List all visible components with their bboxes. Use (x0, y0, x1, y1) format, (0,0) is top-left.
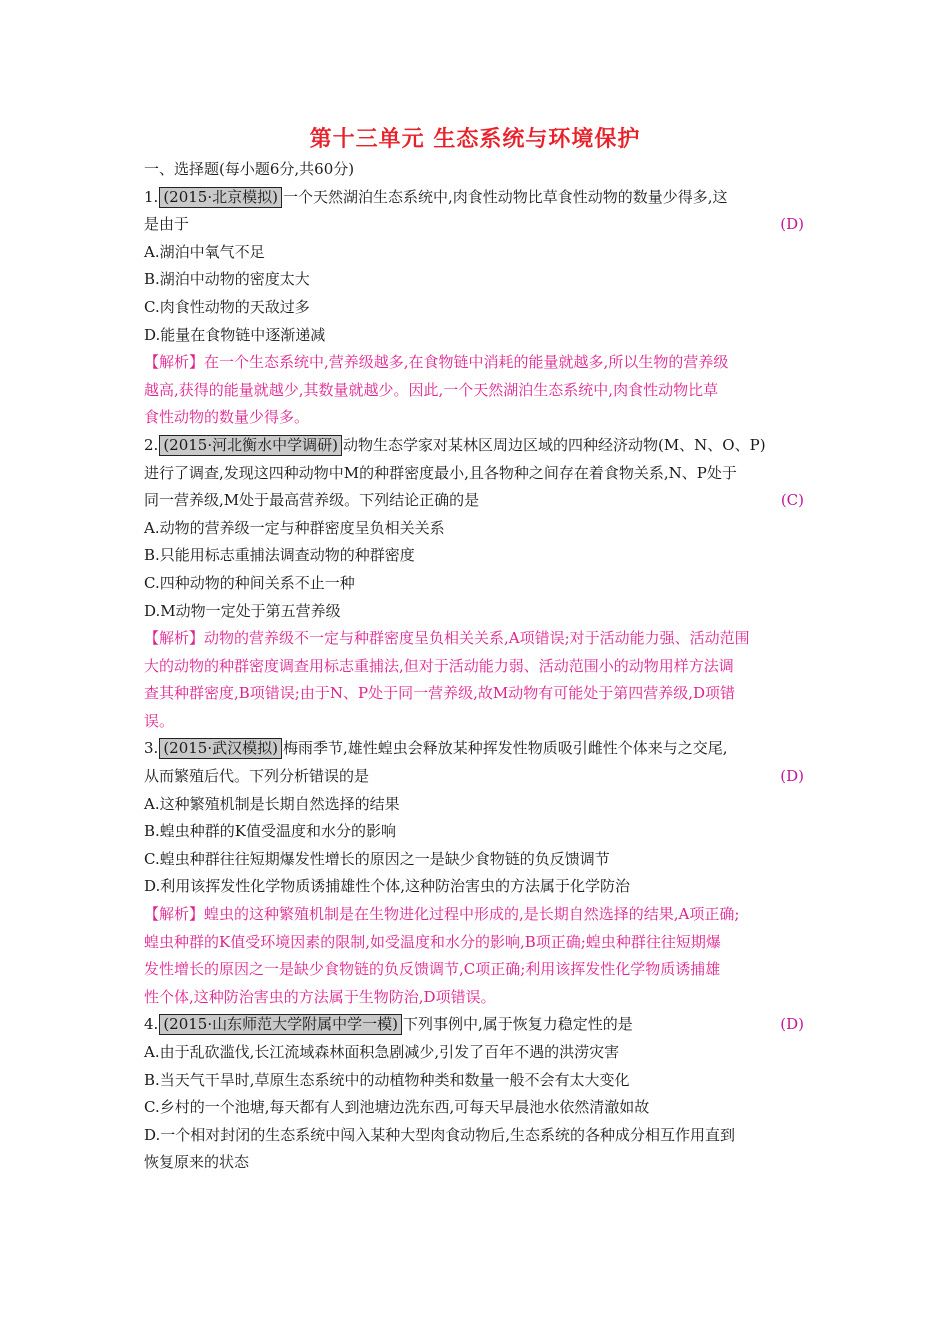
option-b: B.蝗虫种群的K值受温度和水分的影响 (144, 822, 396, 841)
source-tag: (2015·武汉模拟) (159, 738, 282, 759)
analysis-tag: 【解析】 (144, 629, 205, 648)
question-stem (144, 735, 810, 763)
analysis-block: 【解析】在一个生态系统中,营养级越多,在食物链中消耗的能量就越多,所以生物的营养级 越高,获得的能量就越少,其数量就越少。因此,一个天然湖泊生态系统中,肉食性动物比草 食性动物的数量少得多。 (144, 353, 729, 427)
question-number: 1. (144, 187, 159, 206)
question-number: 3. (144, 739, 159, 758)
analysis-block: 【解析】动物的营养级不一定与种群密度呈负相关关系,A项错误;对于活动能力强、活动范围 大的动物的种群密度调查用标志重捕法,但对于活动能力弱、活动范围小的动物用样方法调 查其种群密度,B项错误;由于N、P处于同一营养级,故M动物有可能处于第四营养级,D项错 误。 (144, 629, 750, 730)
option-d: D.一个相对封闭的生态系统中闯入某种大型肉食动物后,生态系统的各种成分相互作用直到 (144, 1125, 736, 1144)
analysis-block: 【解析】蝗虫的这种繁殖机制是在生物进化过程中形成的,是长期自然选择的结果,A项正确; 蝗虫种群的K值受环境因素的限制,如受温度和水分的影响,B项正确;蝗虫种群往往短期爆 发性增长的原因之一是缺少食物链的负反馈调节,C项正确;利用该挥发性化学物质诱捕雄 性个体,这种防治害虫的方法属于生物防治,D项错误。 (144, 905, 740, 1006)
question-number: 4. (144, 1015, 159, 1034)
stem-text: 一个天然湖泊生态系统中,肉食性动物比草食性动物的数量少得多,这 (282, 187, 728, 206)
question-content (144, 156, 810, 1177)
question-2 (144, 432, 810, 736)
option-a: A.动物的营养级一定与种群密度呈负相关关系 (144, 518, 445, 537)
analysis-tag: 【解析】 (144, 905, 205, 924)
option-c: C.四种动物的种间关系不止一种 (144, 573, 355, 592)
option-b: B.湖泊中动物的密度太大 (144, 270, 310, 289)
answer-label: (D) (780, 215, 804, 234)
question-4 (144, 1011, 810, 1177)
option-c: C.蝗虫种群往往短期爆发性增长的原因之一是缺少食物链的负反馈调节 (144, 849, 610, 868)
option-a: A.湖泊中氧气不足 (144, 242, 265, 261)
option-d: D.利用该挥发性化学物质诱捕雄性个体,这种防治害虫的方法属于化学防治 (144, 877, 631, 896)
answer-label: (D) (780, 767, 804, 786)
question-number: 2. (144, 435, 159, 454)
stem-continued: 从而繁殖后代。下列分析错误的是 (D) (144, 763, 810, 791)
source-tag: (2015·北京模拟) (159, 187, 282, 208)
option-d: D.能量在食物链中逐渐递减 (144, 325, 326, 344)
option-b: B.只能用标志重捕法调查动物的种群密度 (144, 546, 415, 565)
question-1 (144, 184, 810, 432)
question-3 (144, 735, 810, 1011)
unit-title: 第十三单元 生态系统与环境保护 (309, 127, 641, 152)
option-a: A.由于乱砍滥伐,长江流域森林面积急剧减少,引发了百年不遇的洪涝灾害 (144, 1043, 620, 1061)
stem-text: 下列事例中,属于恢复力稳定性的是 (402, 1015, 633, 1034)
source-tag: (2015·山东师范大学附属中学一模) (159, 1014, 402, 1035)
option-d-continued: 恢复原来的状态 (144, 1153, 250, 1172)
option-c: C.肉食性动物的天敌过多 (144, 297, 310, 316)
option-a: A.这种繁殖机制是长期自然选择的结果 (144, 794, 400, 813)
question-stem (144, 432, 810, 460)
stem-continued: 是由于 (D) (144, 211, 810, 239)
section-heading: 一、选择题(每小题6分,共60分) (144, 160, 355, 178)
stem-continued: 进行了调查,发现这四种动物中M的种群密度最小,且各物种之间存在着食物关系,N、P处于 (144, 463, 737, 482)
question-stem (144, 1011, 810, 1039)
stem-continued: 同一营养级,M处于最高营养级。下列结论正确的是 (C) (144, 487, 810, 515)
option-b: B.当天气干旱时,草原生态系统中的动植物种类和数量一般不会有太大变化 (144, 1070, 630, 1089)
question-stem (144, 184, 810, 212)
stem-text: 动物生态学家对某林区周边区域的四种经济动物(M、N、O、P) (342, 435, 766, 454)
answer-label: (D) (780, 1015, 804, 1034)
option-c: C.乡村的一个池塘,每天都有人到池塘边洗东西,可每天早晨池水依然清澈如故 (144, 1098, 650, 1117)
option-d: D.M动物一定处于第五营养级 (144, 601, 341, 620)
stem-text: 梅雨季节,雄性蝗虫会释放某种挥发性物质吸引雌性个体来与之交尾, (282, 739, 728, 758)
source-tag: (2015·河北衡水中学调研) (159, 435, 342, 456)
answer-label: (C) (780, 491, 804, 510)
analysis-tag: 【解析】 (144, 353, 205, 372)
